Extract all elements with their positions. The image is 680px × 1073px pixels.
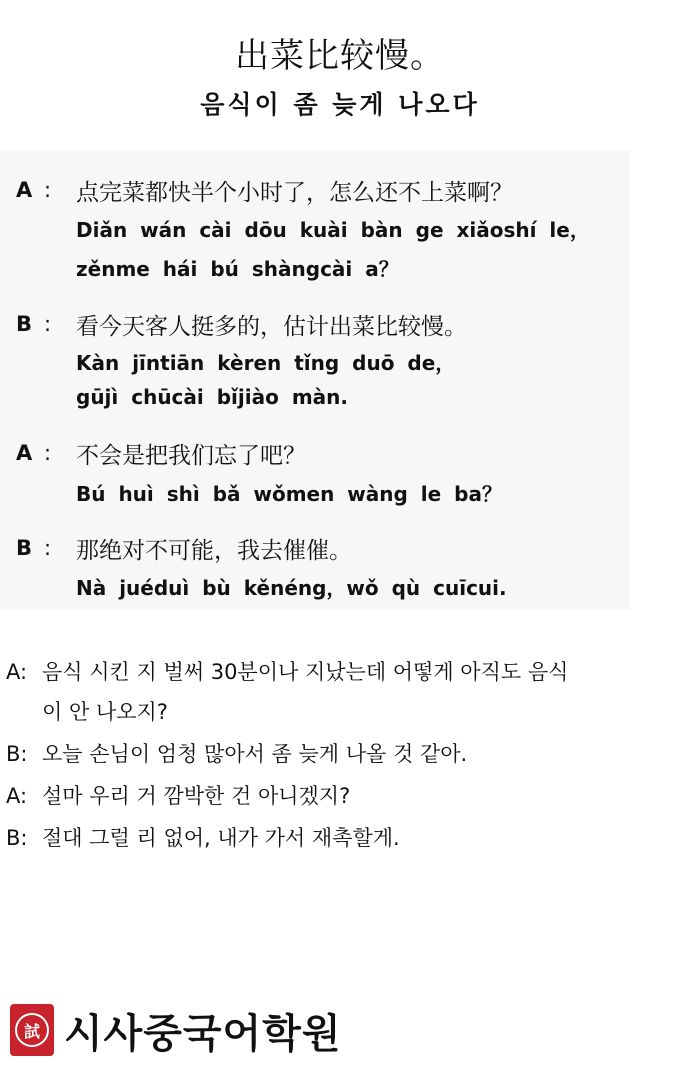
pinyin-line: Nà juéduì bù kěnéng，wǒ qù cuīcui. xyxy=(76,576,507,600)
speaker-colon: : xyxy=(44,536,52,560)
speaker-label: A xyxy=(16,441,33,465)
translation-speaker: B: xyxy=(6,742,28,766)
translation-line-1 xyxy=(6,656,568,686)
brand-name: 시사중국어학원 xyxy=(64,1010,342,1057)
translation-line-4 xyxy=(6,822,400,852)
pinyin-line: Kàn jīntiān kèren tǐng duō de， xyxy=(76,351,456,375)
pinyin-line: Bú huì shì bǎ wǒmen wàng le ba？ xyxy=(76,482,502,506)
translation-text: 설마 우리 거 깜박한 건 아니겠지? xyxy=(42,784,351,808)
speaker-colon: : xyxy=(44,441,52,465)
translation-text: 절대 그럴 리 없어, 내가 가서 재촉할게. xyxy=(42,826,400,850)
translation-speaker: A: xyxy=(6,784,28,808)
translation-line-3 xyxy=(6,780,350,810)
speaker-label: B xyxy=(16,536,33,560)
translation-line-2 xyxy=(6,738,467,768)
seal-mark: 試 xyxy=(15,1013,49,1047)
chinese-sentence: 不会是把我们忘了吧？ xyxy=(76,443,306,469)
seal-icon xyxy=(10,1004,54,1056)
chinese-sentence: 点完菜都快半个小时了，怎么还不上菜啊？ xyxy=(76,180,513,206)
pinyin-line: Diǎn wán cài dōu kuài bàn ge xiǎoshí le， xyxy=(76,218,590,242)
chinese-sentence: 看今天客人挺多的，估计出菜比较慢。 xyxy=(76,314,467,340)
speaker-label: A xyxy=(16,178,33,202)
pinyin-line: gūjì chūcài bǐjiào màn. xyxy=(76,385,348,409)
translation-text: 음식 시킨 지 벌써 30분이나 지났는데 어떻게 아직도 음식 xyxy=(42,660,569,684)
title-chinese: 出菜比较慢。 xyxy=(235,36,445,76)
chinese-sentence: 那绝对不可能，我去催催。 xyxy=(76,538,352,564)
sisa-logo xyxy=(10,1000,341,1060)
translation-line-1-cont xyxy=(42,696,168,726)
translation-speaker: B: xyxy=(6,826,28,850)
speaker-colon: : xyxy=(44,178,52,202)
title-korean: 음식이 좀 늦게 나오다 xyxy=(200,90,480,119)
speaker-label: B xyxy=(16,312,33,336)
translation-speaker: A: xyxy=(6,660,28,684)
translation-text: 오늘 손님이 엄청 많아서 좀 늦게 나올 것 같아. xyxy=(42,742,468,766)
pinyin-line: zěnme hái bú shàngcài a？ xyxy=(76,257,399,281)
dialog-box xyxy=(0,150,630,610)
speaker-colon: : xyxy=(44,312,52,336)
translation-text: 이 안 나오지? xyxy=(42,700,168,724)
